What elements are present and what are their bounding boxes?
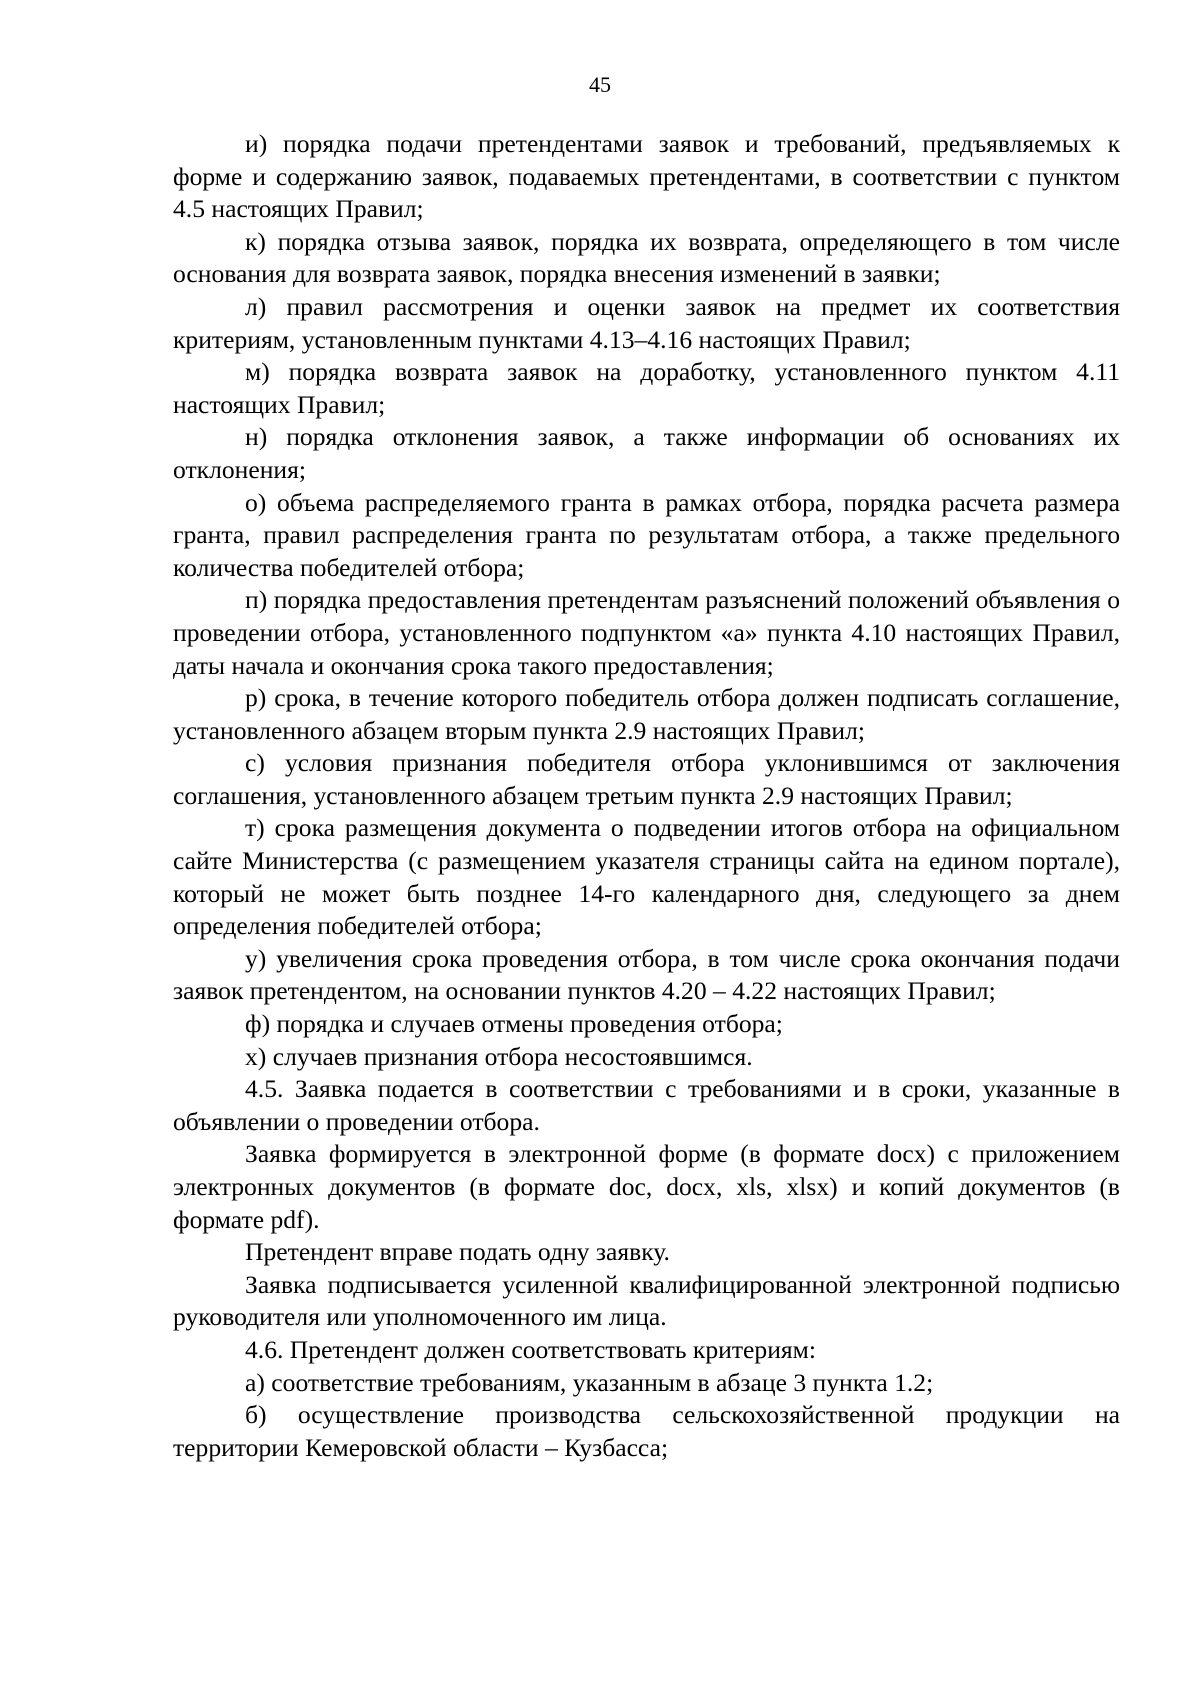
paragraph-t: т) срока размещения документа о подведении итогов отбора на официальном сайте Министерства (с размещением указателя страницы сайта на едином портале), который не может быть позднее 14-го календарного дня, следующего за днем определения победителей отбора; (173, 813, 1120, 941)
paragraph-n: н) порядка отклонения заявок, а также информации об основаниях их отклонения; (173, 422, 1120, 484)
paragraph-h: х) случаев признания отбора несостоявшимся. (245, 1041, 753, 1071)
paragraph-4-6: 4.6. Претендент должен соответствовать критериям: (245, 1334, 816, 1364)
paragraph-4-5: 4.5. Заявка подается в соответствии с требованиями и в сроки, указанные в объявлении о проведении отбора. (173, 1074, 1120, 1136)
paragraph-criterion-a: а) соответствие требованиям, указанным в абзаце 3 пункта 1.2; (245, 1367, 934, 1397)
paragraph-r: р) срока, в течение которого победитель отбора должен подписать соглашение, установленного абзацем вторым пункта 2.9 настоящих Правил; (173, 683, 1120, 745)
paragraph-s: с) условия признания победителя отбора уклонившимся от заключения соглашения, установленного абзацем третьим пункта 2.9 настоящих Правил; (173, 748, 1120, 810)
paragraph-one-application: Претендент вправе подать одну заявку. (245, 1237, 670, 1267)
page-number: 45 (589, 72, 611, 97)
paragraph-k: к) порядка отзыва заявок, порядка их возврата, определяющего в том числе основания для возврата заявок, порядка внесения изменений в заявки; (173, 226, 1120, 289)
paragraph-u: у) увеличения срока проведения отбора, в том числе срока окончания подачи заявок претендентом, на основании пунктов 4.20 – 4.22 настоящих Правил; (173, 943, 1120, 1006)
paragraph-p: п) порядка предоставления претендентам разъяснений положений объявления о проведении отбора, установленного подпунктом «а» пункта 4.10 настоящих Правил, даты начала и окончания срока такого предоставления; (173, 585, 1120, 680)
paragraph-application-format: Заявка формируется в электронной форме (в формате docx) с приложением электронных документов (в формате doc, docx, xls, xlsx) и копий документов (в формате pdf). (173, 1139, 1120, 1234)
paragraph-m: м) порядка возврата заявок на доработку, установленного пунктом 4.11 настоящих Правил; (173, 357, 1120, 419)
paragraph-i: и) порядка подачи претендентами заявок и требований, предъявляемых к форме и содержанию заявок, подаваемых претендентами, в соответствии с пунктом 4.5 настоящих Правил; (173, 129, 1120, 224)
paragraph-f: ф) порядка и случаев отмены проведения отбора; (245, 1009, 783, 1039)
paragraph-criterion-b: б) осуществление производства сельскохозяйственной продукции на территории Кемеровской области – Кузбасса; (173, 1400, 1120, 1462)
document-body (173, 128, 1120, 1464)
paragraph-o: о) объема распределяемого гранта в рамках отбора, порядка расчета размера гранта, правил распределения гранта по результатам отбора, а также предельного количества победителей отбора; (173, 487, 1120, 582)
paragraph-signature: Заявка подписывается усиленной квалифицированной электронной подписью руководителя или уполномоченного им лица. (173, 1269, 1120, 1332)
paragraph-l: л) правил рассмотрения и оценки заявок на предмет их соответствия критериям, установленным пунктами 4.13–4.16 настоящих Правил; (173, 291, 1120, 354)
